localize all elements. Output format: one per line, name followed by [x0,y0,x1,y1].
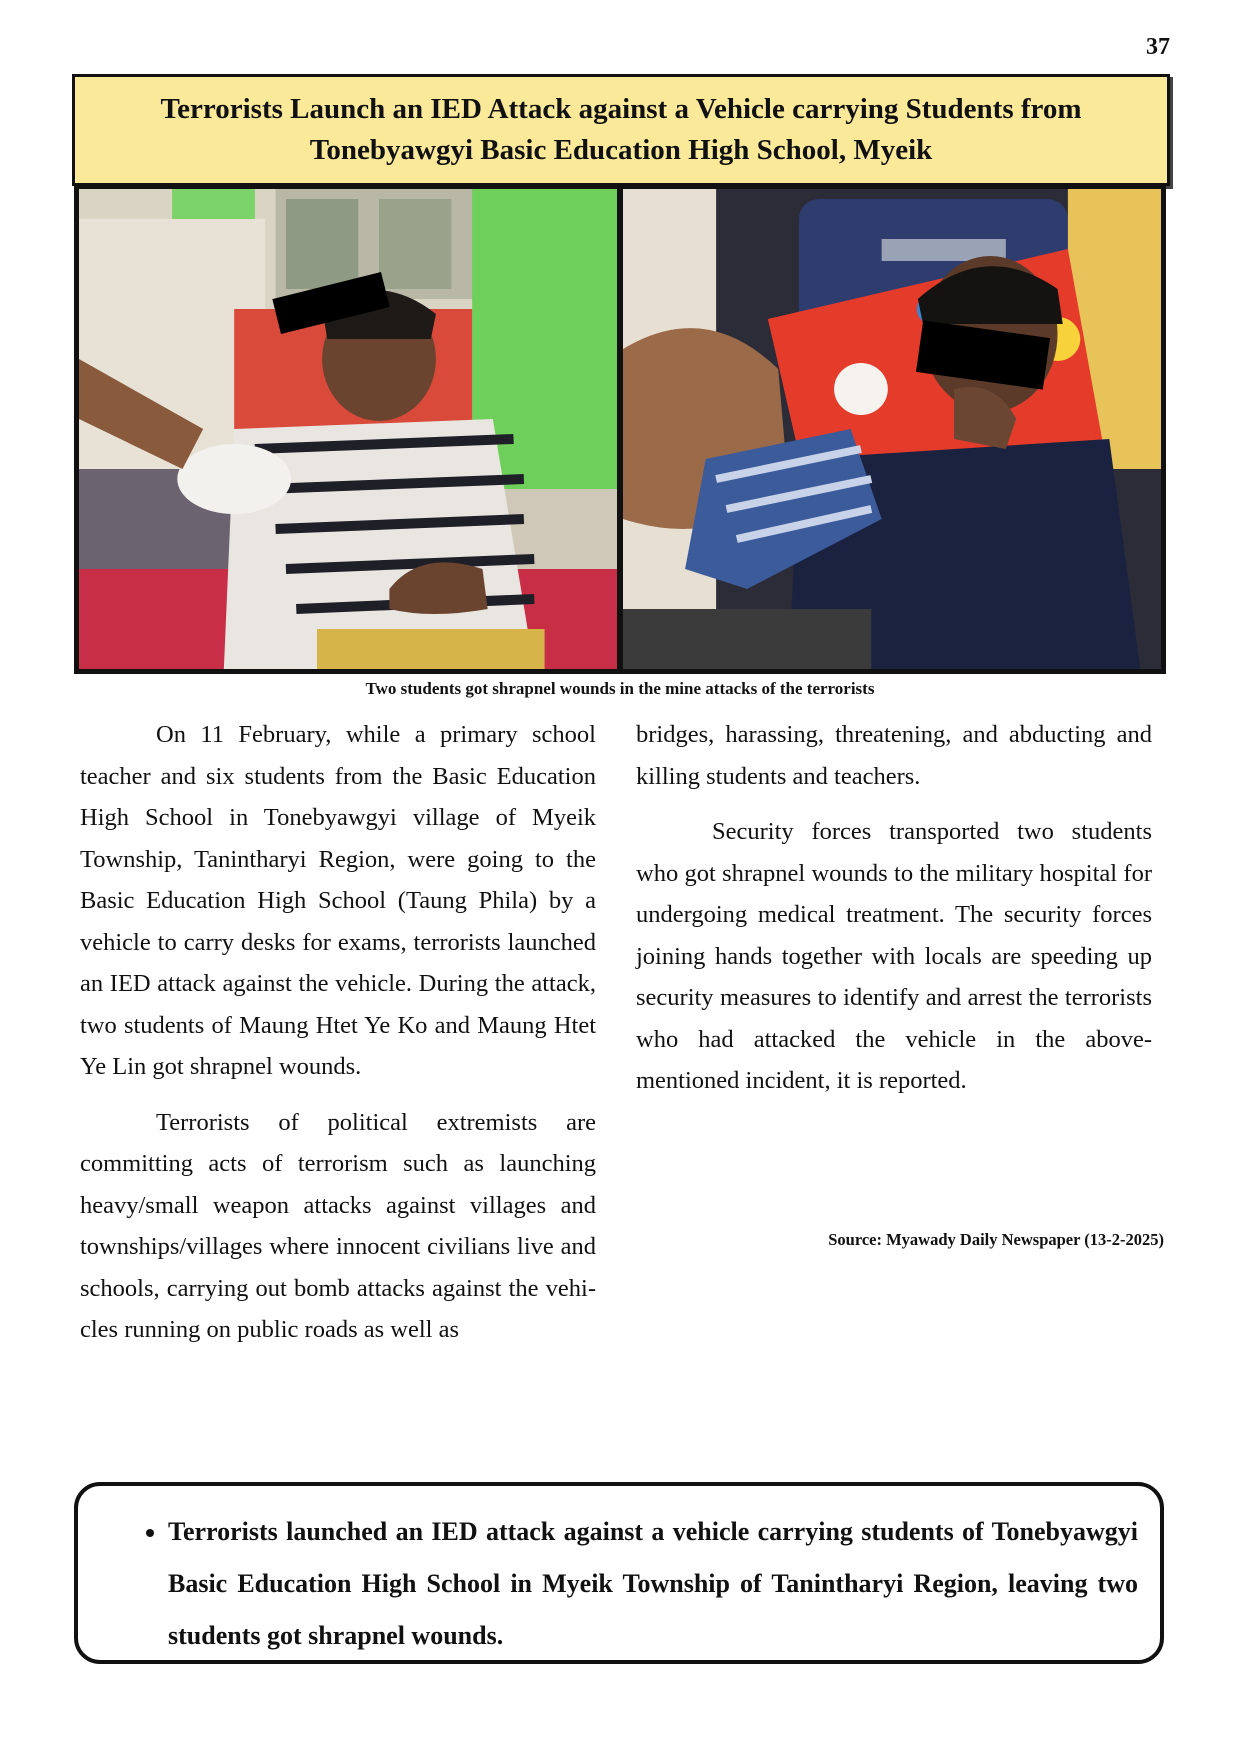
article-column-left [80,714,596,1365]
article-paragraph: Terrorists of political extremists are committing acts of terrorism such as launching heavy/small weapon attacks against villages and townships/villages where innocent civilians live and schools, carrying out bomb attacks against the vehicles running on public roads as well as [80,1108,596,1343]
article-paragraph: Security forces transported two students who got shrapnel wounds to the military hospital for undergoing medical treatment. The security forces joining hands together with locals are speeding up security measures to identify and arrest the terrorists who had attacked the vehicle in the above-mentioned incident, it is reported. [636,818,1152,1094]
article-column-right [636,714,1152,1116]
summary-box [74,1482,1164,1664]
summary-bullet: • Terrorists launched an IED attack against a vehicle carrying students of Tonebyawgyi Basic Education High School in Myeik Township of Tanintharyi Region, leaving two students got shrapnel wounds. [168,1506,1138,1662]
article-paragraph: bridges, harassing, threatening, and abducting and killing students and teachers. [636,721,1152,790]
page-title: Terrorists Launch an IED Attack against a Vehicle carrying Students from Tonebyawgyi Basic Education High School, Myeik [160,93,1082,166]
summary-list [118,1506,1138,1662]
photo-frame [74,184,1166,674]
source-credit: Source: Myawady Daily Newspaper (13-2-2025) [828,1230,1164,1249]
photo-caption: Two students got shrapnel wounds in the mine attacks of the terrorists [365,679,875,698]
article-paragraph: On 11 February, while a primary school teacher and six students from the Basic Education High School in Tonebyawgyi village of Myeik Township, Tanintharyi Region, were going to the Basic Education High School (Taung Phila) by a vehicle to carry desks for exams, terrorists launched an IED attack against the vehicle. During the attack, two students of Maung Htet Ye Ko and Maung Htet Ye Lin got shrapnel wounds. [80,721,596,1080]
photo-student-vehicle [623,189,1161,669]
photo-student-hospital-bed [79,189,617,669]
page-number: 37 [1146,34,1170,60]
title-box [72,74,1170,186]
